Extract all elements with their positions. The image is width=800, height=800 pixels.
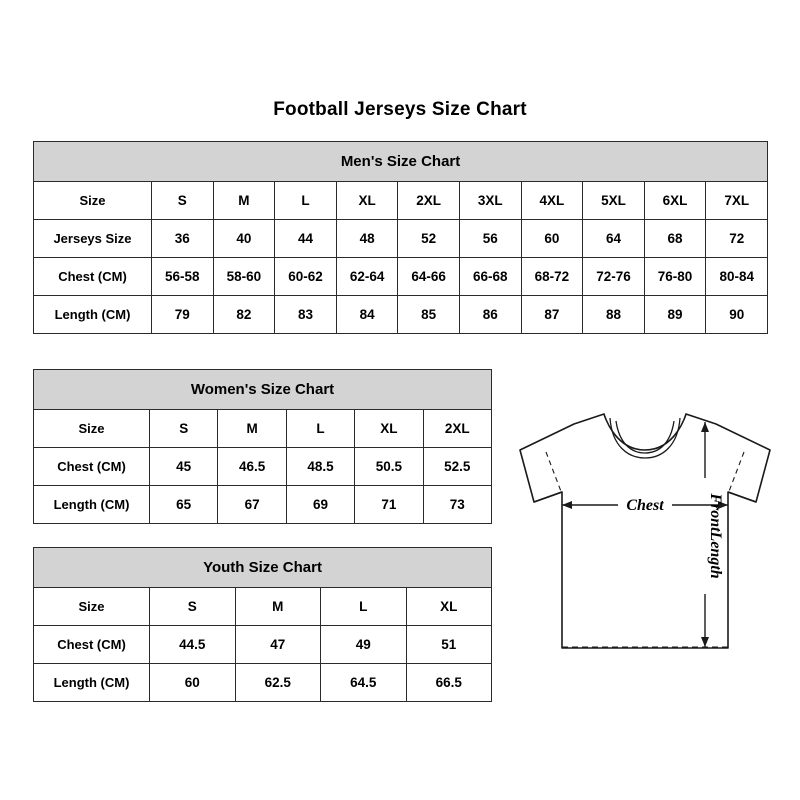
row-label: Length (CM) [34,296,152,334]
chest-label: Chest [626,497,664,514]
table-cell: S [150,410,218,448]
table-cell: 47 [235,626,321,664]
table-row [34,182,768,220]
row-label: Length (CM) [34,486,150,524]
table-cell: L [286,410,354,448]
row-label: Chest (CM) [34,258,152,296]
table-cell: 2XL [398,182,460,220]
youth-size-table [33,547,492,702]
table-cell: 2XL [423,410,491,448]
table-cell: 90 [706,296,768,334]
table-cell: 50.5 [355,448,423,486]
table-cell: 64-66 [398,258,460,296]
table-row [34,626,492,664]
table-cell: 46.5 [218,448,286,486]
table-cell: 60 [150,664,236,702]
mens-section-header: Men's Size Chart [34,142,768,182]
table-cell: 58-60 [213,258,275,296]
table-cell: 62-64 [336,258,398,296]
table-cell: L [275,182,337,220]
table-cell: 44 [275,220,337,258]
table-cell: 72 [706,220,768,258]
mens-size-chart [33,141,767,334]
row-label: Size [34,182,152,220]
table-cell: S [152,182,214,220]
table-row [34,664,492,702]
tshirt-outline [520,414,770,648]
table-cell: 73 [423,486,491,524]
youth-section-header: Youth Size Chart [34,548,492,588]
table-cell: 79 [152,296,214,334]
table-section-header-row [34,370,492,410]
table-row [34,296,768,334]
table-row [34,486,492,524]
table-cell: 65 [150,486,218,524]
table-cell: 82 [213,296,275,334]
table-row [34,220,768,258]
womens-section-header: Women's Size Chart [34,370,492,410]
row-label: Chest (CM) [34,448,150,486]
table-cell: 56 [459,220,521,258]
table-cell: 62.5 [235,664,321,702]
table-cell: 85 [398,296,460,334]
page-title: Football Jerseys Size Chart [273,99,527,120]
table-cell: 80-84 [706,258,768,296]
table-cell: 45 [150,448,218,486]
row-label: Size [34,588,150,626]
table-cell: 76-80 [644,258,706,296]
table-cell: 68-72 [521,258,583,296]
table-cell: 71 [355,486,423,524]
table-cell: 89 [644,296,706,334]
table-cell: 49 [321,626,407,664]
table-cell: 40 [213,220,275,258]
table-cell: 84 [336,296,398,334]
mens-size-table [33,141,768,334]
table-cell: 69 [286,486,354,524]
table-cell: 4XL [521,182,583,220]
collar-lines [610,418,680,458]
table-cell: XL [406,588,492,626]
table-cell: 52.5 [423,448,491,486]
table-cell: XL [355,410,423,448]
table-cell: 88 [583,296,645,334]
table-cell: 7XL [706,182,768,220]
row-label: Size [34,410,150,448]
table-cell: 44.5 [150,626,236,664]
row-label: Jerseys Size [34,220,152,258]
table-cell: 5XL [583,182,645,220]
table-cell: 66-68 [459,258,521,296]
table-row [34,258,768,296]
table-cell: 64 [583,220,645,258]
table-cell: 56-58 [152,258,214,296]
table-cell: M [235,588,321,626]
table-cell: L [321,588,407,626]
table-cell: XL [336,182,398,220]
table-section-header-row [34,548,492,588]
table-row [34,448,492,486]
table-cell: 48 [336,220,398,258]
table-cell: 60 [521,220,583,258]
table-cell: 3XL [459,182,521,220]
table-cell: 6XL [644,182,706,220]
front-length-label: FrontLength [707,493,724,579]
table-cell: 86 [459,296,521,334]
table-cell: 87 [521,296,583,334]
table-cell: 67 [218,486,286,524]
table-row [34,410,492,448]
womens-size-table [33,369,492,524]
table-cell: 52 [398,220,460,258]
table-cell: 72-76 [583,258,645,296]
table-cell: 68 [644,220,706,258]
womens-size-chart [33,369,491,524]
table-row [34,588,492,626]
table-cell: M [213,182,275,220]
table-cell: 36 [152,220,214,258]
table-cell: M [218,410,286,448]
row-label: Length (CM) [34,664,150,702]
table-cell: S [150,588,236,626]
row-label: Chest (CM) [34,626,150,664]
table-cell: 64.5 [321,664,407,702]
table-cell: 60-62 [275,258,337,296]
tshirt-measurement-diagram [500,398,790,688]
table-cell: 48.5 [286,448,354,486]
table-cell: 66.5 [406,664,492,702]
table-cell: 83 [275,296,337,334]
youth-size-chart [33,547,491,702]
table-cell: 51 [406,626,492,664]
table-section-header-row [34,142,768,182]
